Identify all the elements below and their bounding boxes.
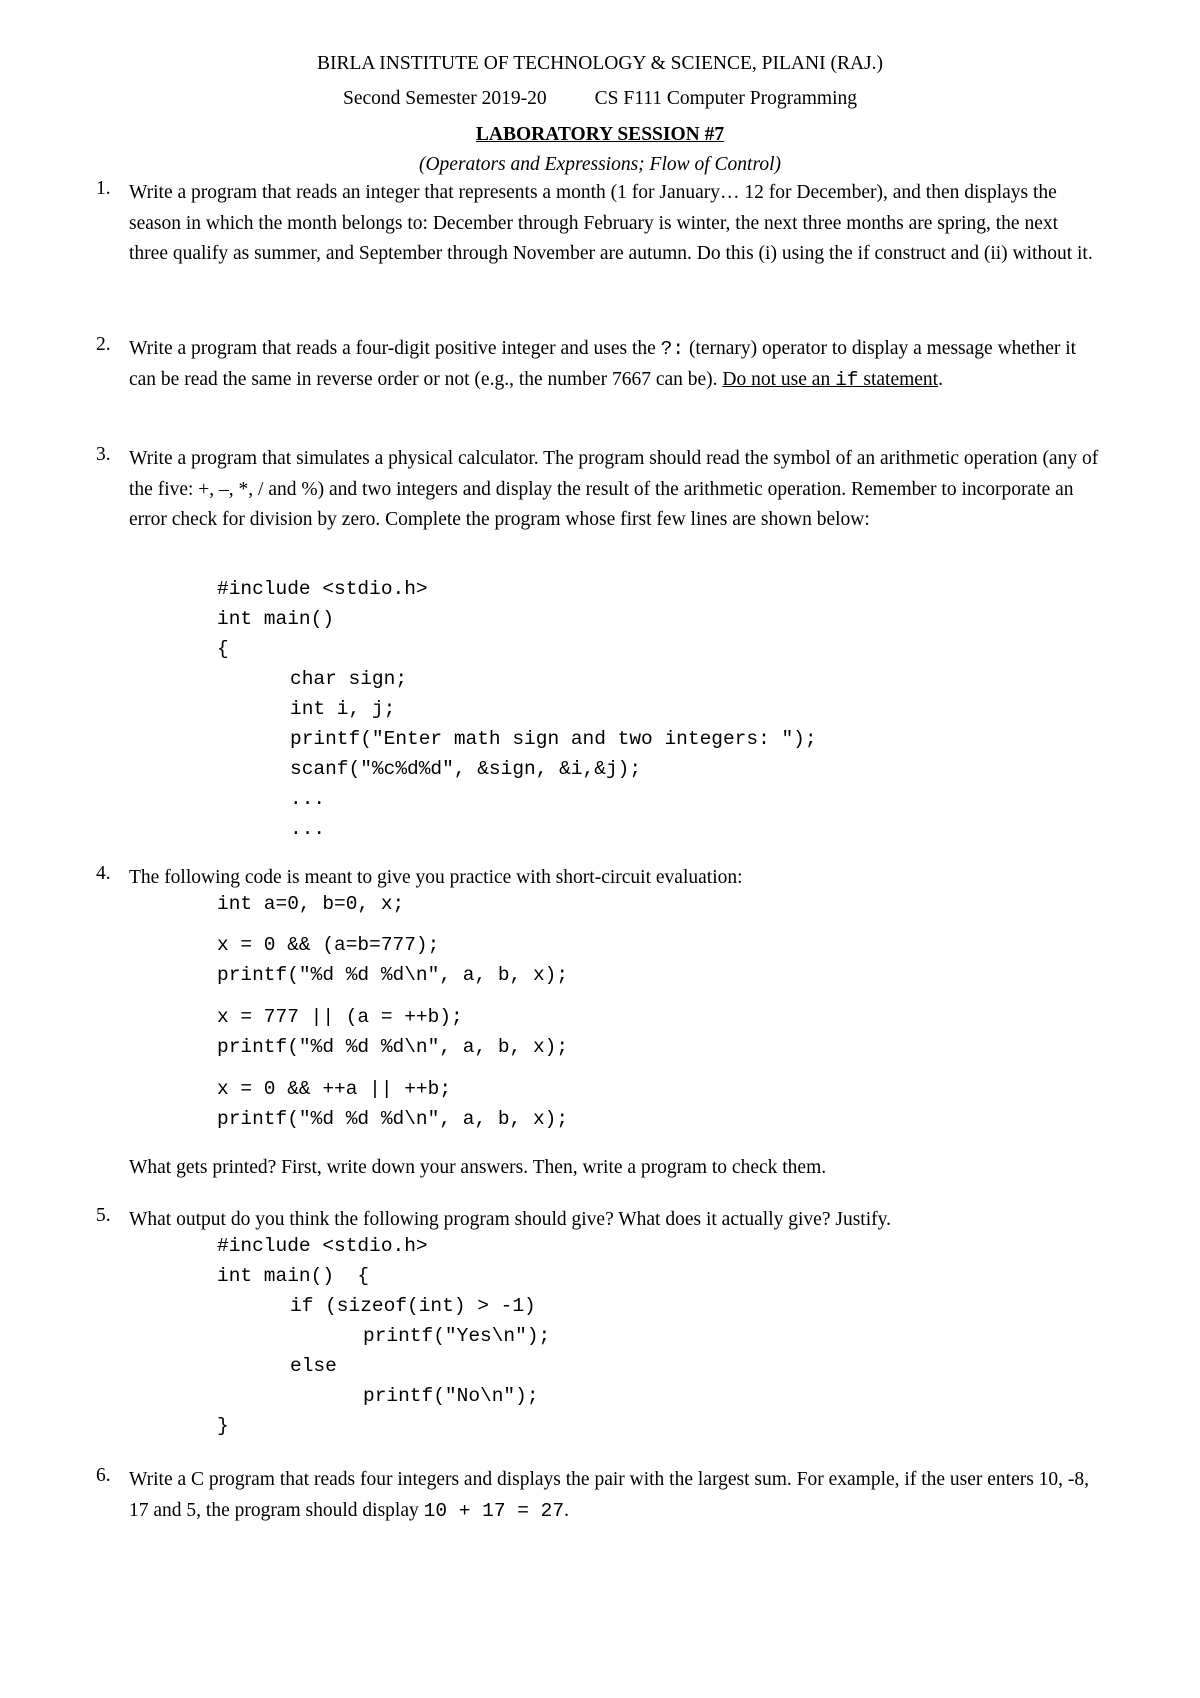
code-line: x = 0 && (a=b=777); — [217, 934, 440, 956]
underlined-note — [722, 369, 938, 390]
semester-label: Second Semester 2019-20 — [343, 88, 547, 109]
code-line: #include <stdio.h> — [217, 1235, 428, 1257]
code-line: int main() — [217, 608, 335, 630]
code-line: ... — [290, 788, 326, 810]
question-number: 2. — [96, 334, 111, 355]
code-line: scanf("%c%d%d", &sign, &i,&j); — [290, 758, 642, 780]
question-text — [129, 1465, 1099, 1526]
code-line: printf("%d %d %d\n", a, b, x); — [217, 1036, 569, 1058]
example-output-code: 10 + 17 = 27 — [423, 1499, 565, 1522]
note-part: Do not use an — [722, 368, 836, 390]
period: . — [938, 368, 943, 390]
question-number: 1. — [96, 178, 111, 199]
code-line: printf("No\n"); — [363, 1385, 539, 1407]
question-text: What output do you think the following program should give? What does it actually give? Justify. — [129, 1209, 891, 1230]
question-number: 6. — [96, 1465, 111, 1486]
code-line: if (sizeof(int) > -1) — [290, 1295, 536, 1317]
code-line: printf("%d %d %d\n", a, b, x); — [217, 964, 569, 986]
question-text: The following code is meant to give you practice with short-circuit evaluation: — [129, 867, 743, 888]
session-title: LABORATORY SESSION #7 — [475, 124, 725, 145]
code-line: { — [217, 638, 229, 660]
text-part: Write a program that reads a four-digit positive integer and uses the — [129, 338, 661, 359]
code-line: #include <stdio.h> — [217, 578, 428, 600]
course-label: CS F111 Computer Programming — [594, 88, 857, 109]
code-line: x = 777 || (a = ++b); — [217, 1006, 463, 1028]
code-line: ... — [290, 818, 326, 840]
question-text — [129, 334, 1099, 395]
session-subtitle: (Operators and Expressions; Flow of Control) — [418, 154, 781, 175]
code-line: int main() { — [217, 1265, 370, 1287]
code-line: char sign; — [290, 668, 408, 690]
if-keyword-code: if — [835, 368, 859, 391]
period: . — [564, 1499, 569, 1521]
institute-name: BIRLA INSTITUTE OF TECHNOLOGY & SCIENCE, PILANI (RAJ.) — [316, 53, 884, 74]
ternary-operator-code: ?: — [660, 338, 685, 360]
question-number: 5. — [96, 1205, 111, 1226]
code-line: int a=0, b=0, x; — [217, 893, 405, 915]
code-line: else — [290, 1355, 337, 1377]
code-line: } — [217, 1415, 229, 1437]
code-line: printf("%d %d %d\n", a, b, x); — [217, 1108, 569, 1130]
question-text: Write a program that reads an integer that represents a month (1 for January… 12 for December), and then displays the season in which the month belongs to: December through February is winter, the next three months are spring, the next three qualify as summer, and September through November are autumn. Do this (i) using the if construct and (ii) without it. — [129, 182, 1093, 264]
semester-course-line — [0, 88, 1200, 110]
code-line: printf("Enter math sign and two integers: "); — [290, 728, 817, 750]
text-part: (ternary) operator to display a message whether it can be read the same in reverse order or not (e.g., the number 7667 can be). — [129, 338, 1077, 390]
question-text: Write a program that simulates a physical calculator. The program should read the symbol of an arithmetic operation (any of the five: +, –, *, / and %) and two integers and display the result of the arithmetic operation. Remember to incorporate an error check for division by zero. Complete the program whose first few lines are shown below: — [129, 448, 1099, 530]
code-line: printf("Yes\n"); — [363, 1325, 551, 1347]
code-line: int i, j; — [290, 698, 396, 720]
note-part: statement — [858, 368, 939, 390]
question-number: 3. — [96, 444, 111, 465]
question-4-followup: What gets printed? First, write down your answers. Then, write a program to check them. — [129, 1157, 827, 1178]
question-number: 4. — [96, 863, 111, 884]
text-part: Write a C program that reads four integers and displays the pair with the largest sum. For example, if the user enters 10, -8, 17 and 5, the program should display — [129, 1469, 1090, 1521]
code-line: x = 0 && ++a || ++b; — [217, 1078, 452, 1100]
